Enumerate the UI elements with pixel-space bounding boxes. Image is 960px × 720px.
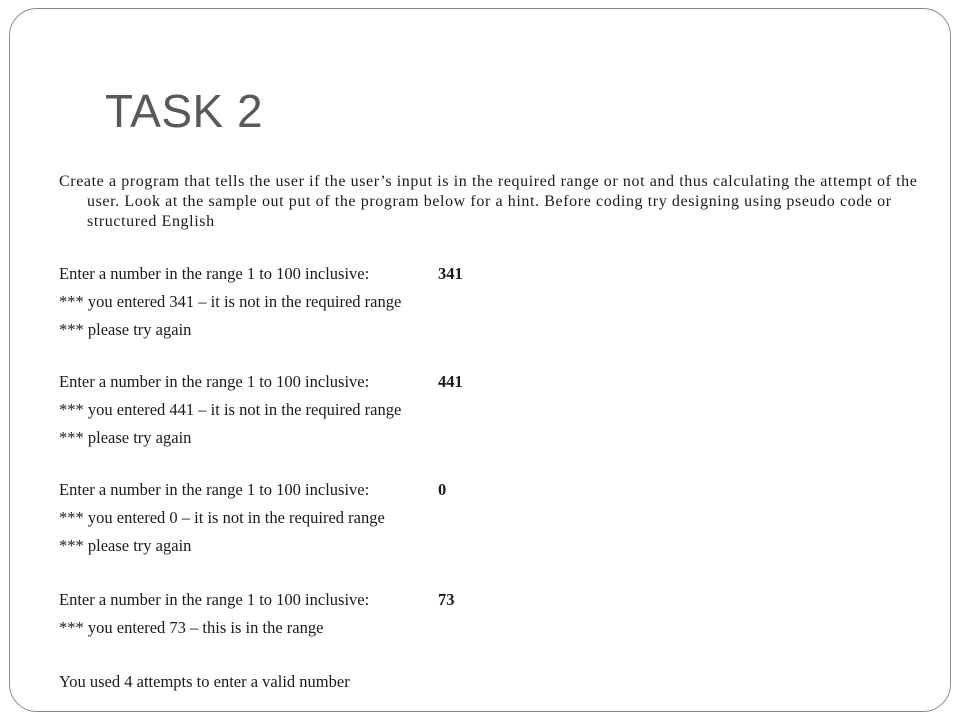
summary-line xyxy=(59,672,350,692)
prompt-text: Enter a number in the range 1 to 100 inclusive: xyxy=(59,480,370,499)
user-input-value: 441 xyxy=(438,372,463,391)
prompt-text: Enter a number in the range 1 to 100 inclusive: xyxy=(59,264,370,283)
retry-line-3: *** please try again xyxy=(59,536,192,555)
prompt-line-4 xyxy=(59,590,455,610)
user-input-value: 341 xyxy=(438,264,463,283)
attempt-count: 4 xyxy=(124,672,133,691)
task-description: Create a program that tells the user if the user’s input is in the required range or not and thus calculating the attempt of the user. Look at the sample out put of the program below for a hint. Before coding try designing using pseudo code or structured English xyxy=(59,173,918,230)
response-line-2: *** you entered 441 – it is not in the required range xyxy=(59,400,402,419)
slide-title: TASK 2 xyxy=(105,85,264,137)
user-input-value: 0 xyxy=(438,480,447,499)
response-line-3: *** you entered 0 – it is not in the required range xyxy=(59,508,385,527)
user-input-value: 73 xyxy=(438,590,455,609)
summary-prefix: You used xyxy=(59,672,121,691)
response-line-4: *** you entered 73 – this is in the range xyxy=(59,618,324,637)
prompt-line-1 xyxy=(59,264,463,284)
retry-line-2: *** please try again xyxy=(59,428,192,447)
retry-line-1: *** please try again xyxy=(59,320,192,339)
summary-suffix: attempts to enter a valid number xyxy=(136,672,350,691)
prompt-text: Enter a number in the range 1 to 100 inclusive: xyxy=(59,372,370,391)
prompt-line-3 xyxy=(59,480,446,500)
prompt-line-2 xyxy=(59,372,463,392)
response-line-1: *** you entered 341 – it is not in the required range xyxy=(59,292,402,311)
prompt-text: Enter a number in the range 1 to 100 inclusive: xyxy=(59,590,370,609)
